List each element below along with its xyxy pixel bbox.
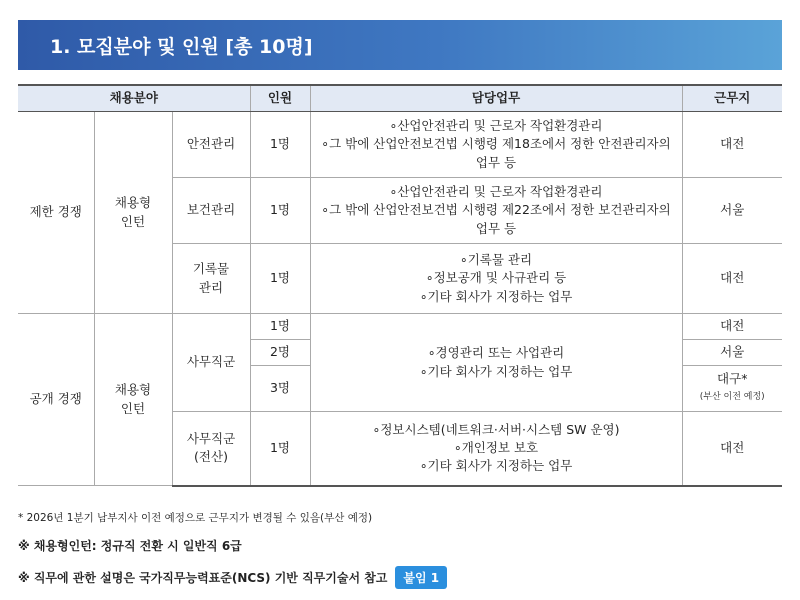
duty-item: ∘기타 회사가 지정하는 업무 <box>419 363 573 379</box>
location-cell: 대구* <box>682 366 782 392</box>
notes <box>18 510 782 589</box>
field-cell: 기록물 관리 <box>172 244 250 314</box>
duty-item: ∘정보공개 및 사규관리 등 <box>425 270 567 286</box>
field-cell: 사무직군 <box>172 314 250 412</box>
type-intern: 채용형 인턴 <box>94 314 172 486</box>
location-cell: 서울 <box>682 178 782 244</box>
count-cell: 1명 <box>250 112 310 178</box>
duty-item: ∘기타 회사가 지정하는 업무 <box>419 458 573 474</box>
note-ncs-text: ※ 직무에 관한 설명은 국가직무능력표준(NCS) 기반 직무기술서 참고 <box>18 571 388 585</box>
note-ncs <box>18 566 782 589</box>
location-note: (부산 이전 예정) <box>699 391 765 402</box>
duty-cell <box>310 314 682 412</box>
location-cell: 대전 <box>682 412 782 486</box>
count-cell: 1명 <box>250 314 310 340</box>
count-cell: 1명 <box>250 244 310 314</box>
location-note-cell <box>682 392 782 412</box>
count-cell: 2명 <box>250 340 310 366</box>
note-intern: ※ 채용형인턴: 정규직 전환 시 일반직 6급 <box>18 539 242 553</box>
header-count: 인원 <box>250 85 310 112</box>
section-title-bar <box>18 20 782 70</box>
duty-item: ∘산업안전관리 및 근로자 작업환경관리 <box>389 184 603 200</box>
count-cell: 1명 <box>250 178 310 244</box>
duty-item: ∘기록물 관리 <box>459 252 533 268</box>
duty-item: ∘기타 회사가 지정하는 업무 <box>419 288 573 304</box>
group-open: 공개 경쟁 <box>18 314 94 486</box>
duty-item: ∘정보시스템(네트워크·서버·시스템 SW 운영) <box>372 422 620 438</box>
note-relocation: * 2026년 1분기 남부지사 이전 예정으로 근무지가 변경될 수 있음(부산 예정) <box>18 512 373 524</box>
header-field: 채용분야 <box>18 85 250 112</box>
table-row <box>18 314 782 340</box>
duty-item: ∘그 밖에 산업안전보건법 시행령 제22조에서 정한 보건관리자의 업무 등 <box>321 202 671 236</box>
duty-cell <box>310 244 682 314</box>
field-cell: 보건관리 <box>172 178 250 244</box>
recruitment-table <box>18 84 782 487</box>
duty-item: ∘경영관리 또는 사업관리 <box>427 345 565 361</box>
duty-cell <box>310 112 682 178</box>
duty-item: ∘그 밖에 산업안전보건법 시행령 제18조에서 정한 안전관리자의 업무 등 <box>321 136 671 170</box>
count-cell: 3명 <box>250 366 310 412</box>
section-title: 1. 모집분야 및 인원 [총 10명] <box>50 35 313 58</box>
count-cell: 1명 <box>250 412 310 486</box>
table-row <box>18 112 782 178</box>
header-location: 근무지 <box>682 85 782 112</box>
duty-item: ∘산업안전관리 및 근로자 작업환경관리 <box>389 118 603 134</box>
location-cell: 대전 <box>682 314 782 340</box>
duty-item: ∘개인정보 보호 <box>453 440 539 456</box>
table-header-row <box>18 85 782 112</box>
header-duties: 담당업무 <box>310 85 682 112</box>
location-cell: 대전 <box>682 112 782 178</box>
attachment-badge: 붙임 1 <box>395 566 447 589</box>
location-cell: 대전 <box>682 244 782 314</box>
field-cell: 사무직군 (전산) <box>172 412 250 486</box>
duty-cell <box>310 412 682 486</box>
type-intern: 채용형 인턴 <box>94 112 172 314</box>
group-restricted: 제한 경쟁 <box>18 112 94 314</box>
duty-cell <box>310 178 682 244</box>
location-cell: 서울 <box>682 340 782 366</box>
field-cell: 안전관리 <box>172 112 250 178</box>
